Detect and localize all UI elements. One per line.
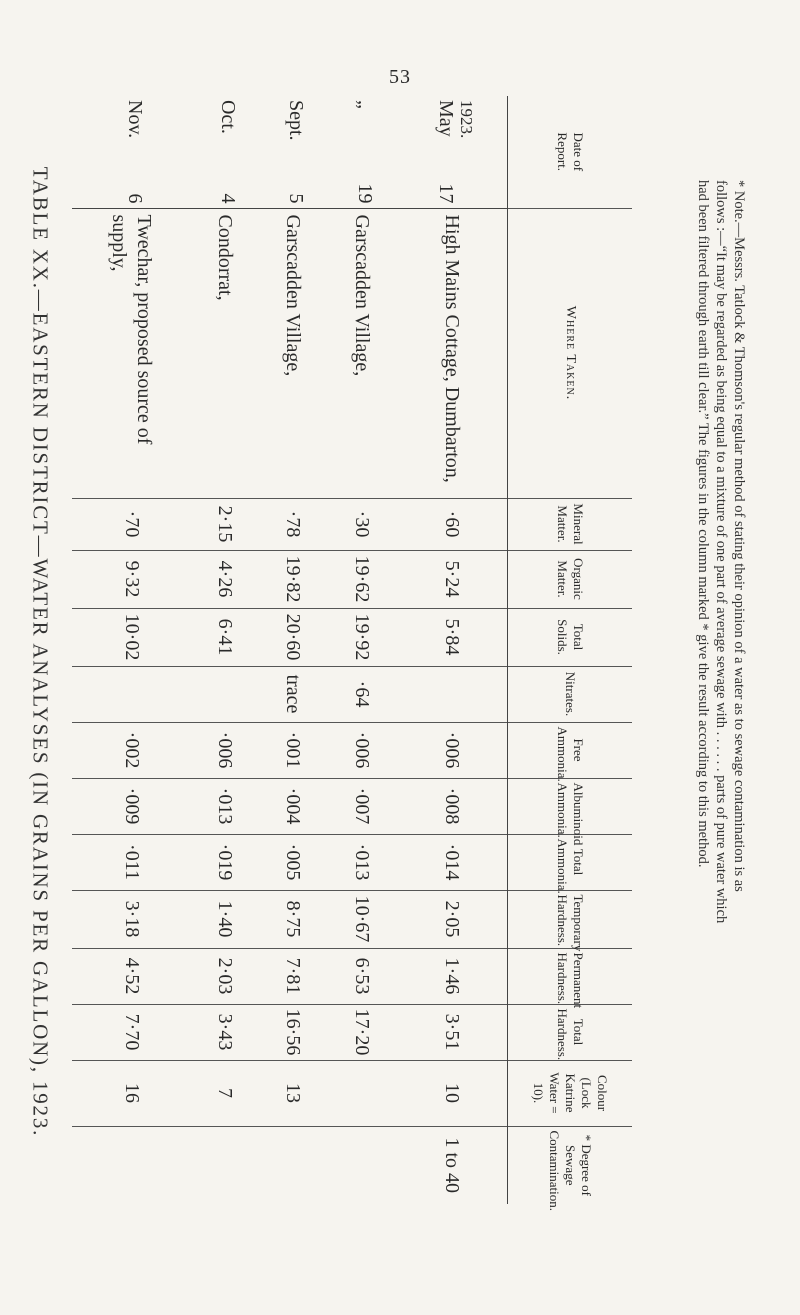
column-header-line: Albuminoid — [571, 782, 586, 846]
free-ammonia-cell: ·001 — [259, 722, 327, 778]
column-header — [508, 96, 633, 208]
column-header-line: Ammonia. — [555, 726, 570, 782]
free-ammonia-cell: ·006 — [395, 722, 507, 778]
footnote-container — [686, 170, 756, 1070]
temporary-hardness-cell: 1·40 — [190, 890, 258, 948]
total-solids-cell: 6·41 — [190, 608, 258, 666]
column-header-line: Matter. — [555, 560, 570, 598]
column-header-line: Nitrates. — [563, 671, 578, 717]
table-row — [259, 96, 327, 1204]
column-header — [508, 722, 633, 782]
mineral-matter-cell: ·30 — [327, 498, 395, 550]
permanent-hardness-cell: 1·46 — [395, 948, 507, 1004]
column-header-line: Date of — [571, 132, 586, 172]
footnote-line: follows :—“It may be regarded as being equal to a mixture of one part of average sewage with . . . . . . parts of pure water which — [713, 180, 729, 924]
where-taken-cell: Garscadden Village, — [259, 208, 327, 498]
table-title: TABLE XX.—EASTERN DISTRICT—WATER ANALYSES (IN GRAINS PER GALLON), 1923. — [28, 166, 53, 1138]
column-header — [508, 1126, 633, 1212]
column-header-line: Hardness. — [555, 894, 570, 947]
mineral-matter-cell: ·60 — [395, 498, 507, 550]
albuminoid-ammonia-cell: ·007 — [327, 778, 395, 834]
footnote-line: * Note.—Messrs. Tatlock & Thomson's regular method of stating their opinion of a water as to sewage contamination is as — [731, 180, 747, 892]
page-number: 53 — [389, 66, 411, 88]
report-month: Oct. — [216, 100, 239, 134]
column-header-line: Contamination. — [547, 1130, 562, 1212]
column-header — [508, 948, 633, 1009]
sewage-contamination-cell: 1 to 40 — [395, 1126, 507, 1204]
sewage-contamination-cell — [190, 1126, 258, 1204]
column-header-line: Sewage — [563, 1145, 578, 1186]
report-year: 1923. — [456, 100, 476, 139]
footnote-line: had been filtered through earth till clear.” The figures in the column marked * give the result according to this method. — [695, 180, 711, 868]
where-taken-cell: Twechar, proposed source of supply, — [72, 208, 190, 498]
column-header-line: Total — [571, 848, 586, 876]
total-ammonia-cell: ·005 — [259, 834, 327, 890]
permanent-hardness-cell: 4·52 — [72, 948, 190, 1004]
total-solids-cell: 19·92 — [327, 608, 395, 666]
column-header-line: * Degree of — [579, 1134, 594, 1196]
total-ammonia-cell: ·013 — [327, 834, 395, 890]
column-header-line: Where Taken. — [563, 305, 578, 401]
free-ammonia-cell: ·002 — [72, 722, 190, 778]
date-cell — [72, 96, 190, 208]
table-row — [395, 96, 507, 1204]
column-header-line: Report. — [555, 132, 570, 172]
report-month: „ — [353, 100, 376, 109]
total-hardness-cell: 16·56 — [259, 1004, 327, 1060]
column-header-line: Free — [571, 738, 586, 762]
column-header — [508, 778, 633, 846]
sewage-contamination-cell — [259, 1126, 327, 1204]
column-header-line: Water = 10). — [531, 1072, 562, 1114]
temporary-hardness-cell: 10·67 — [327, 890, 395, 948]
nitrates-cell — [190, 666, 258, 722]
total-solids-cell: 20·60 — [259, 608, 327, 666]
colour-cell: 16 — [72, 1060, 190, 1126]
date-cell — [395, 96, 507, 208]
permanent-hardness-cell: 2·03 — [190, 948, 258, 1004]
total-ammonia-cell: ·011 — [72, 834, 190, 890]
organic-matter-cell: 9·32 — [72, 550, 190, 608]
report-month: Nov. — [123, 100, 146, 139]
column-header — [508, 498, 633, 550]
total-ammonia-cell: ·019 — [190, 834, 258, 890]
where-taken-cell: High Mains Cottage, Dumbarton, — [395, 208, 507, 498]
date-cell — [259, 96, 327, 208]
column-header-line: Hardness. — [555, 952, 570, 1005]
column-header-line: Ammonia. — [555, 782, 570, 838]
column-header-line: Temporary — [571, 894, 586, 952]
nitrates-cell: trace — [259, 666, 327, 722]
albuminoid-ammonia-cell: ·004 — [259, 778, 327, 834]
date-cell — [327, 96, 395, 208]
column-header — [508, 550, 633, 608]
sewage-contamination-cell — [327, 1126, 395, 1204]
colour-cell: 7 — [190, 1060, 258, 1126]
report-day: 4 — [216, 193, 239, 204]
date-cell — [190, 96, 258, 208]
where-taken-cell: Condorrat, — [190, 208, 258, 498]
table-title-container — [20, 92, 60, 1212]
column-header — [508, 608, 633, 666]
permanent-hardness-cell: 7·81 — [259, 948, 327, 1004]
where-taken-cell: Garscadden Village, — [327, 208, 395, 498]
column-header — [508, 890, 633, 952]
total-solids-cell: 10·02 — [72, 608, 190, 666]
column-header-line: Organic — [571, 558, 586, 600]
column-header — [508, 1004, 633, 1060]
total-ammonia-cell: ·014 — [395, 834, 507, 890]
report-day: 17 — [434, 183, 457, 204]
column-header-line: Matter. — [555, 505, 570, 543]
temporary-hardness-cell: 3·18 — [72, 890, 190, 948]
colour-cell — [327, 1060, 395, 1126]
column-header-line: Total — [571, 1018, 586, 1046]
free-ammonia-cell: ·006 — [327, 722, 395, 778]
colour-cell: 10 — [395, 1060, 507, 1126]
column-header — [508, 1060, 633, 1126]
column-header — [508, 834, 633, 894]
table-header-row — [508, 96, 633, 1204]
sewage-contamination-cell — [72, 1126, 190, 1204]
table-row — [327, 96, 395, 1204]
mineral-matter-cell: ·78 — [259, 498, 327, 550]
organic-matter-cell: 19·62 — [327, 550, 395, 608]
table-row — [190, 96, 258, 1204]
report-day: 5 — [285, 193, 308, 204]
total-hardness-cell: 3·43 — [190, 1004, 258, 1060]
nitrates-cell — [395, 666, 507, 722]
total-hardness-cell: 17·20 — [327, 1004, 395, 1060]
column-header-line: (Lock Katrine — [563, 1073, 594, 1113]
column-header-line: Ammonia. — [555, 838, 570, 894]
organic-matter-cell: 19·82 — [259, 550, 327, 608]
water-analyses-table — [72, 96, 632, 1212]
table-frame — [72, 96, 632, 1212]
footnote — [694, 180, 748, 1060]
temporary-hardness-cell: 2·05 — [395, 890, 507, 948]
report-month: Sept. — [285, 100, 308, 141]
report-day: 19 — [353, 183, 376, 204]
total-hardness-cell: 3·51 — [395, 1004, 507, 1060]
report-day: 6 — [123, 193, 146, 204]
column-header — [508, 208, 633, 498]
total-solids-cell: 5·84 — [395, 608, 507, 666]
mineral-matter-cell: ·70 — [72, 498, 190, 550]
albuminoid-ammonia-cell: ·013 — [190, 778, 258, 834]
free-ammonia-cell: ·006 — [190, 722, 258, 778]
column-header-line: Total Solids. — [555, 619, 586, 655]
report-month: May — [434, 100, 457, 137]
column-header-line: Hardness. — [555, 1008, 570, 1061]
table-body — [72, 96, 508, 1204]
table-row — [72, 96, 190, 1204]
column-header-line: Permanent — [571, 952, 586, 1009]
organic-matter-cell: 4·26 — [190, 550, 258, 608]
column-header — [508, 666, 633, 722]
temporary-hardness-cell: 8·75 — [259, 890, 327, 948]
albuminoid-ammonia-cell: ·009 — [72, 778, 190, 834]
colour-cell: 13 — [259, 1060, 327, 1126]
permanent-hardness-cell: 6·53 — [327, 948, 395, 1004]
organic-matter-cell: 5·24 — [395, 550, 507, 608]
nitrates-cell: ·64 — [327, 666, 395, 722]
mineral-matter-cell: 2·15 — [190, 498, 258, 550]
column-header-line: Colour — [595, 1074, 610, 1112]
nitrates-cell — [72, 666, 190, 722]
rotated-table-wrapper — [72, 96, 632, 1212]
albuminoid-ammonia-cell: ·008 — [395, 778, 507, 834]
column-header-line: Mineral — [571, 503, 586, 545]
total-hardness-cell: 7·70 — [72, 1004, 190, 1060]
